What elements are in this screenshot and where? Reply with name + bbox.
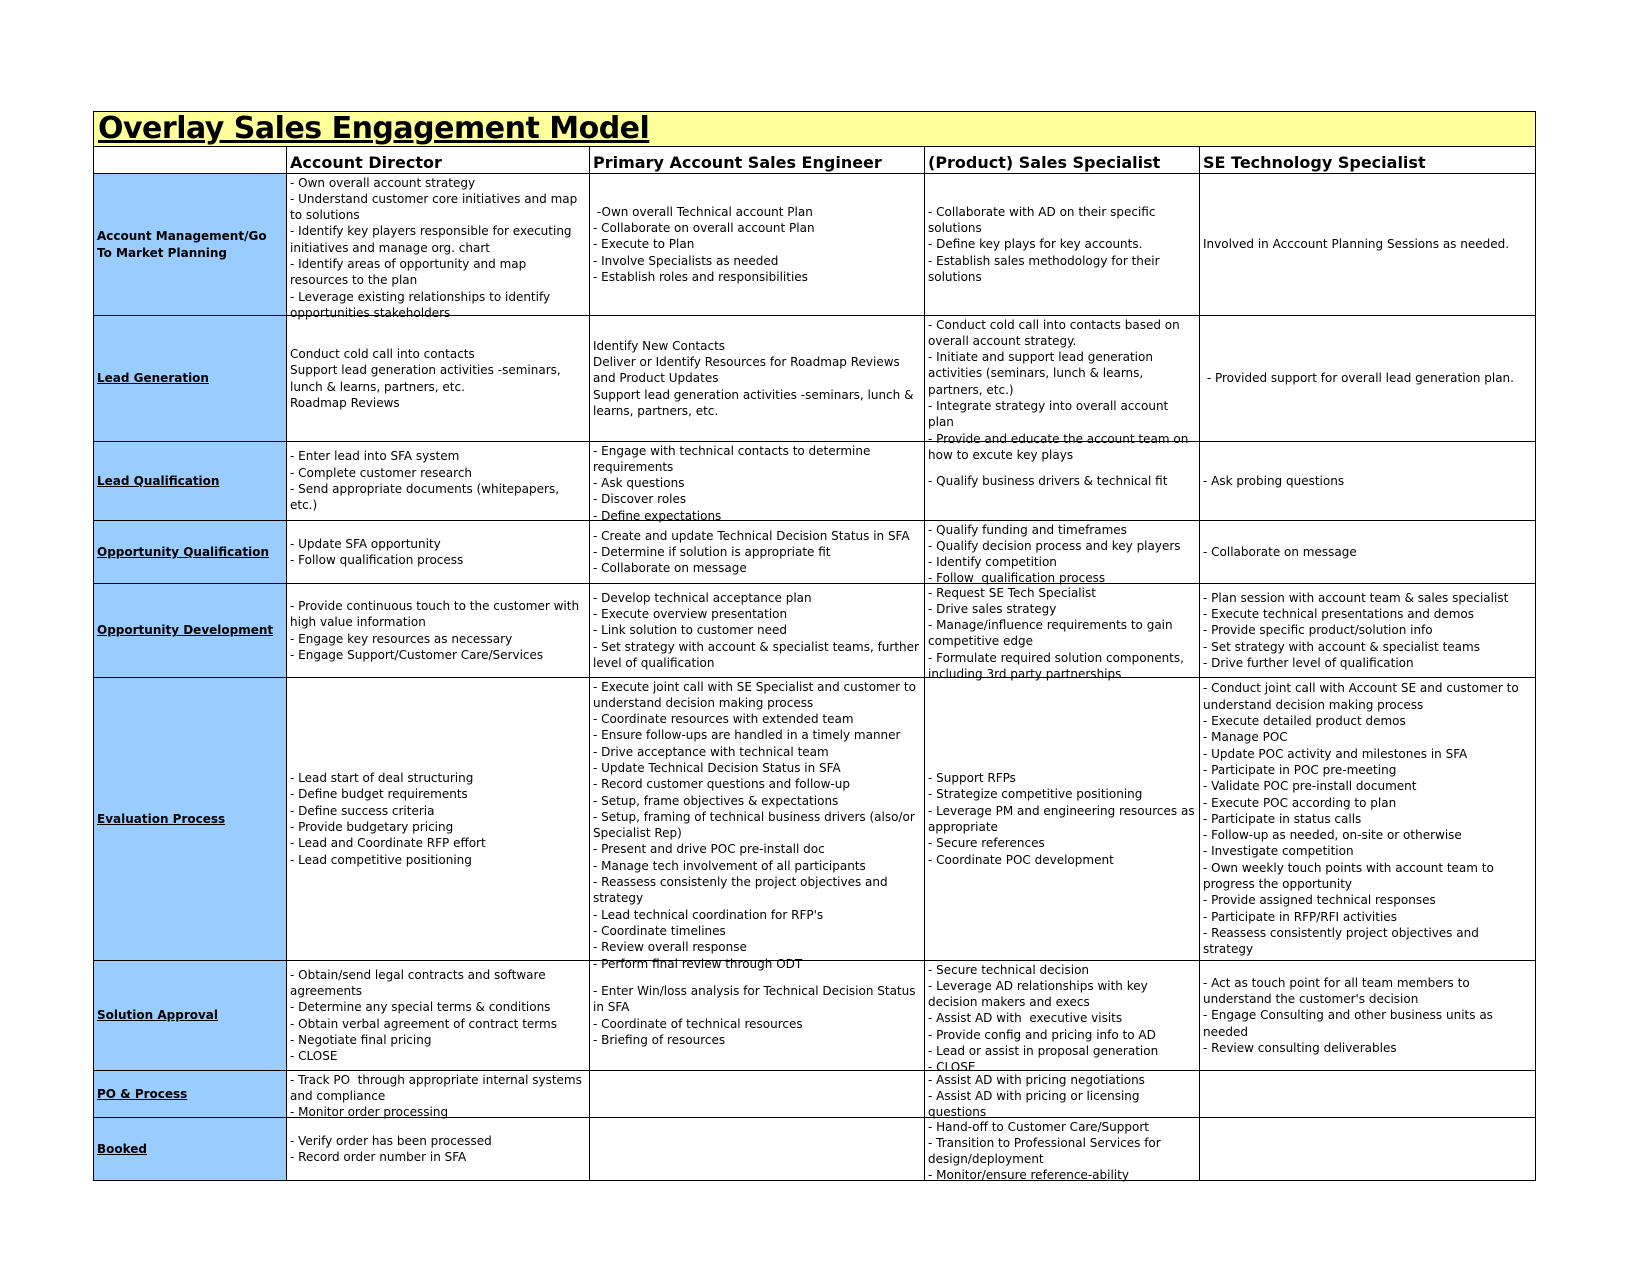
table-row <box>94 1071 1536 1118</box>
cell-line: - Record customer questions and follow-up <box>593 777 850 792</box>
cell-line: - Coordinate of technical resources <box>593 1016 803 1031</box>
cell-line: - Assist AD with pricing negotiations <box>928 1072 1145 1087</box>
cell-line: - Track PO through appropriate internal systems and compliance <box>290 1072 586 1103</box>
table-cell <box>287 174 590 320</box>
table-row <box>94 442 1536 521</box>
cell-line: - Execute technical presentations and demos <box>1203 607 1474 622</box>
cell-line: - Perform final review through ODT <box>593 956 803 971</box>
cell-line: - Investigate competition <box>1203 844 1354 859</box>
cell-line: - Secure technical decision <box>928 962 1090 977</box>
row-label-text: Opportunity Qualification <box>97 544 270 559</box>
table-cell <box>590 174 925 316</box>
cell-line: - Define budget requirements <box>290 787 468 802</box>
cell-line: - Identify competition <box>928 555 1057 570</box>
cell-line: -Own overall Technical account Plan <box>593 204 813 219</box>
cell-line: - Develop technical acceptance plan <box>593 590 812 605</box>
row-label <box>94 584 287 678</box>
table-cell <box>590 961 925 1071</box>
cell-line: - Provide continuous touch to the customer with high value information <box>290 598 583 630</box>
table-cell <box>287 961 590 1071</box>
cell-line: - Assist AD with executive visits <box>928 1011 1123 1026</box>
cell-line: - Initiate and support lead generation activities (seminars, lunch & learns, partners, etc.) <box>928 350 1157 397</box>
cell-line: - Conduct joint call with Account SE and customer to understand decision making process <box>1203 681 1523 712</box>
cell-line: Conduct cold call into contacts <box>290 346 475 361</box>
row-label-text: Lead Generation <box>97 371 209 386</box>
cell-line: - Engage Consulting and other business units as needed <box>1203 1008 1497 1039</box>
table-cell <box>925 521 1200 584</box>
cell-line: - Engage key resources as necessary <box>290 631 513 646</box>
cell-line: - Drive further level of qualification <box>1203 655 1414 670</box>
cell-line: - Collaborate with AD on their specific solutions <box>928 204 1160 236</box>
cell-line: - Create and update Technical Decision Status in SFA <box>593 528 910 543</box>
cell-line: - Execute POC according to plan <box>1203 795 1397 810</box>
cell-line: - Execute to Plan <box>593 237 695 252</box>
cell-line: - Qualify decision process and key players <box>928 538 1181 553</box>
cell-line: - Own overall account strategy <box>290 175 476 190</box>
table-cell <box>925 678 1200 961</box>
cell-line: - Present and drive POC pre-install doc <box>593 842 825 857</box>
table-cell <box>1200 442 1536 521</box>
cell-line: - Involve Specialists as needed <box>593 253 779 268</box>
cell-line: - Reassess consistently project objectives and strategy <box>1203 925 1483 957</box>
table-cell <box>590 678 925 971</box>
cell-line: - Define success criteria <box>290 803 435 818</box>
cell-line: - Briefing of resources <box>593 1032 726 1047</box>
cell-line: Deliver or Identify Resources for Roadmap Reviews and Product Updates <box>593 355 904 386</box>
cell-line: - Provide specific product/solution info <box>1203 623 1433 638</box>
table-cell <box>1200 961 1536 1071</box>
cell-line: - Provide assigned technical responses <box>1203 893 1436 908</box>
cell-line: - Execute detailed product demos <box>1203 714 1406 729</box>
table-row <box>94 316 1536 442</box>
table-cell <box>925 316 1200 462</box>
cell-line: - CLOSE <box>928 1060 976 1075</box>
cell-line: - Determine if solution is appropriate fit <box>593 544 831 559</box>
table-cell <box>925 584 1200 681</box>
cell-line: - CLOSE <box>290 1049 338 1064</box>
cell-line: - Define key plays for key accounts. <box>928 237 1143 252</box>
cell-line: - Identify areas of opportunity and map resources to the plan <box>290 256 531 288</box>
table-row <box>94 678 1536 961</box>
row-label <box>94 1118 287 1181</box>
cell-line: - Participate in status calls <box>1203 811 1362 826</box>
table-cell <box>287 521 590 584</box>
cell-line: - Integrate strategy into overall account plan <box>928 398 1173 430</box>
cell-line: - Coordinate timelines <box>593 923 726 938</box>
cell-line: - Leverage existing relationships to identify opportunities stakeholders <box>290 289 554 320</box>
cell-line: Identify New Contacts <box>593 338 726 353</box>
cell-line: - Assist AD with pricing or licensing questions <box>928 1088 1144 1120</box>
cell-line: - Ensure follow-ups are handled in a timely manner <box>593 728 901 743</box>
cell-line: - Participate in RFP/RFI activities <box>1203 909 1397 924</box>
cell-line: - Determine any special terms & conditions <box>290 1000 551 1015</box>
row-label <box>94 1071 287 1118</box>
cell-line: - Lead or assist in proposal generation <box>928 1043 1159 1058</box>
table-cell <box>287 316 590 442</box>
table-row <box>94 1118 1536 1181</box>
cell-line: - Execute joint call with SE Specialist and customer to understand decision making process <box>593 679 920 710</box>
cell-line: - Own weekly touch points with account team to progress the opportunity <box>1203 860 1498 892</box>
table-cell <box>590 1118 925 1181</box>
cell-line: - Provided support for overall lead generation plan. <box>1203 371 1514 386</box>
cell-line: - Setup, frame objectives & expectations <box>593 793 839 808</box>
row-label <box>94 316 287 442</box>
row-label <box>94 442 287 521</box>
cell-line: - Engage with technical contacts to determine requirements <box>593 443 875 474</box>
table-cell <box>287 678 590 961</box>
cell-line: - Obtain/send legal contracts and software agreements <box>290 967 550 998</box>
title-row <box>94 112 1536 147</box>
cell-line: - Provide config and pricing info to AD <box>928 1027 1156 1042</box>
cell-line: - Monitor order processing <box>290 1105 449 1120</box>
column-header-account-director: Account Director <box>287 147 590 174</box>
cell-line: - Provide budgetary pricing <box>290 820 454 834</box>
cell-line: - Establish sales methodology for their solutions <box>928 253 1164 284</box>
table-cell <box>1200 174 1536 316</box>
title-cell <box>94 112 1536 147</box>
cell-line: - Review overall response <box>593 940 747 955</box>
table-cell <box>925 1118 1200 1181</box>
cell-line: - Collaborate on message <box>1203 544 1357 559</box>
cell-line: - Monitor/ensure reference-ability <box>928 1168 1129 1183</box>
table-cell <box>590 442 925 521</box>
table-cell <box>287 1071 590 1118</box>
cell-line: - Lead technical coordination for RFP's <box>593 907 824 922</box>
cell-line: - Formulate required solution components, including 3rd party partnerships <box>928 650 1188 681</box>
cell-line: - Coordinate POC development <box>928 852 1114 867</box>
table-cell <box>590 1071 925 1118</box>
cell-line: - Qualify business drivers & technical fit <box>928 473 1168 488</box>
cell-line: - Secure references <box>928 836 1045 851</box>
cell-line: - Lead start of deal structuring <box>290 771 474 786</box>
cell-line: - Set strategy with account & specialist teams <box>1203 639 1480 654</box>
cell-line: - Send appropriate documents (whitepapers, etc.) <box>290 482 563 513</box>
cell-line: - Collaborate on overall account Plan <box>593 221 815 236</box>
cell-line: Support lead generation activities -seminars, lunch & learns, partners, etc. <box>290 363 565 394</box>
table-cell <box>1200 521 1536 584</box>
cell-line: - Engage Support/Customer Care/Services <box>290 647 544 662</box>
cell-line: - Manage tech involvement of all participants <box>593 858 866 873</box>
table-cell <box>590 584 925 678</box>
header-row <box>94 147 1536 174</box>
column-header-sales-specialist: (Product) Sales Specialist <box>925 147 1200 174</box>
cell-line: - Leverage AD relationships with key decision makers and execs <box>928 978 1152 1010</box>
cell-line: - Support RFPs <box>928 771 1016 786</box>
cell-line: - Participate in POC pre-meeting <box>1203 762 1397 777</box>
cell-line: Roadmap Reviews <box>290 395 400 410</box>
cell-line: - Lead competitive positioning <box>290 852 472 867</box>
cell-line: - Enter lead into SFA system <box>290 449 460 464</box>
table-cell <box>925 174 1200 316</box>
row-label-text: PO & Process <box>97 1086 188 1101</box>
cell-line: Support lead generation activities -seminars, lunch & learns, partners, etc. <box>593 387 918 418</box>
table-cell <box>1200 1071 1536 1118</box>
table-cell <box>287 1118 590 1181</box>
cell-line: - Drive sales strategy <box>928 601 1057 616</box>
cell-line: - Verify order has been processed <box>290 1133 492 1148</box>
cell-line: - Update Technical Decision Status in SFA <box>593 760 841 775</box>
cell-line: - Review consulting deliverables <box>1203 1040 1397 1055</box>
row-label-text: Solution Approval <box>97 1008 219 1023</box>
table-row <box>94 961 1536 1071</box>
table-row <box>94 521 1536 584</box>
cell-line: - Manage POC <box>1203 730 1288 745</box>
cell-line: - Hand-off to Customer Care/Support <box>928 1119 1149 1134</box>
cell-line: - Plan session with account team & sales specialist <box>1203 590 1509 605</box>
column-header-blank <box>94 147 287 174</box>
cell-line: - Enter Win/loss analysis for Technical Decision Status in SFA <box>593 983 920 1015</box>
cell-line: - Collaborate on message <box>593 561 747 576</box>
cell-line: - Reassess consistenly the project objectives and strategy <box>593 875 892 906</box>
row-label <box>94 678 287 961</box>
table-cell <box>1200 584 1536 678</box>
cell-line: - Establish roles and responsibilities <box>593 269 808 284</box>
cell-line: - Negotiate final pricing <box>290 1032 432 1047</box>
row-label <box>94 521 287 584</box>
cell-line: - Lead and Coordinate RFP effort <box>290 836 486 851</box>
cell-line: - Coordinate resources with extended team <box>593 712 854 727</box>
row-label-text: Lead Qualification <box>97 473 220 488</box>
table-cell <box>590 521 925 584</box>
cell-line: - Understand customer core initiatives and map to solutions <box>290 191 582 223</box>
table-cell <box>925 961 1200 1075</box>
table-cell <box>925 1071 1200 1118</box>
cell-line: - Act as touch point for all team members to understand the customer's decision <box>1203 975 1474 1007</box>
cell-line: - Follow qualification process <box>290 553 464 567</box>
table-cell <box>287 584 590 678</box>
cell-line: - Leverage PM and engineering resources as appropriate <box>928 803 1199 834</box>
row-label-text: Booked <box>97 1141 148 1156</box>
cell-line: - Set strategy with account & specialist teams, further level of qualification <box>593 639 923 670</box>
cell-line: - Ask questions <box>593 476 685 491</box>
table-cell <box>1200 316 1536 442</box>
cell-line: - Identify key players responsible for executing initiatives and manage org. chart <box>290 224 576 255</box>
row-label <box>94 174 287 316</box>
column-header-primary-account-se: Primary Account Sales Engineer <box>590 147 925 174</box>
cell-line: - Qualify funding and timeframes <box>928 522 1127 537</box>
cell-line: - Obtain verbal agreement of contract terms <box>290 1016 557 1031</box>
cell-line: - Update POC activity and milestones in SFA <box>1203 746 1468 761</box>
cell-line: - Execute overview presentation <box>593 607 788 622</box>
cell-line: - Ask probing questions <box>1203 473 1345 488</box>
column-header-se-technology-specialist: SE Technology Specialist <box>1200 147 1536 174</box>
engagement-model-table <box>93 111 1536 1181</box>
cell-line: - Strategize competitive positioning <box>928 787 1143 802</box>
table-cell <box>590 316 925 442</box>
cell-line: - Drive acceptance with technical team <box>593 744 829 759</box>
cell-line: - Provide and educate the account team on how to excute key plays <box>928 431 1193 462</box>
page-title: Overlay Sales Engagement Model <box>98 111 650 146</box>
cell-line: - Transition to Professional Services for design/deployment <box>928 1135 1165 1167</box>
row-label <box>94 961 287 1071</box>
table-body <box>94 174 1536 1181</box>
cell-line: - Define expectations <box>593 508 722 523</box>
cell-line: - Complete customer research <box>290 465 473 480</box>
cell-line: - Manage/influence requirements to gain competitive edge <box>928 618 1177 649</box>
cell-line: - Validate POC pre-install document <box>1203 779 1417 794</box>
row-label-text: Evaluation Process <box>97 811 226 826</box>
cell-line: - Record order number in SFA <box>290 1150 467 1164</box>
table-cell <box>1200 1118 1536 1181</box>
cell-line: - Follow qualification process <box>928 571 1106 586</box>
cell-line: - Setup, framing of technical business drivers (also/or Specialist Rep) <box>593 809 919 841</box>
cell-line: - Conduct cold call into contacts based on overall account strategy. <box>928 317 1184 348</box>
cell-line: - Follow-up as needed, on-site or otherwise <box>1203 828 1462 843</box>
row-label-text: Opportunity Development <box>97 623 274 638</box>
table-cell <box>287 442 590 521</box>
cell-line: - Discover roles <box>593 492 687 507</box>
cell-line: Involved in Acccount Planning Sessions as needed. <box>1203 237 1510 252</box>
cell-line: - Update SFA opportunity <box>290 536 441 551</box>
cell-line: - Request SE Tech Specialist <box>928 585 1096 600</box>
table-row <box>94 174 1536 316</box>
cell-line: - Link solution to customer need <box>593 623 788 638</box>
table-row <box>94 584 1536 678</box>
row-label-text: Account Management/Go To Market Planning <box>97 229 267 260</box>
table-cell <box>1200 678 1536 961</box>
